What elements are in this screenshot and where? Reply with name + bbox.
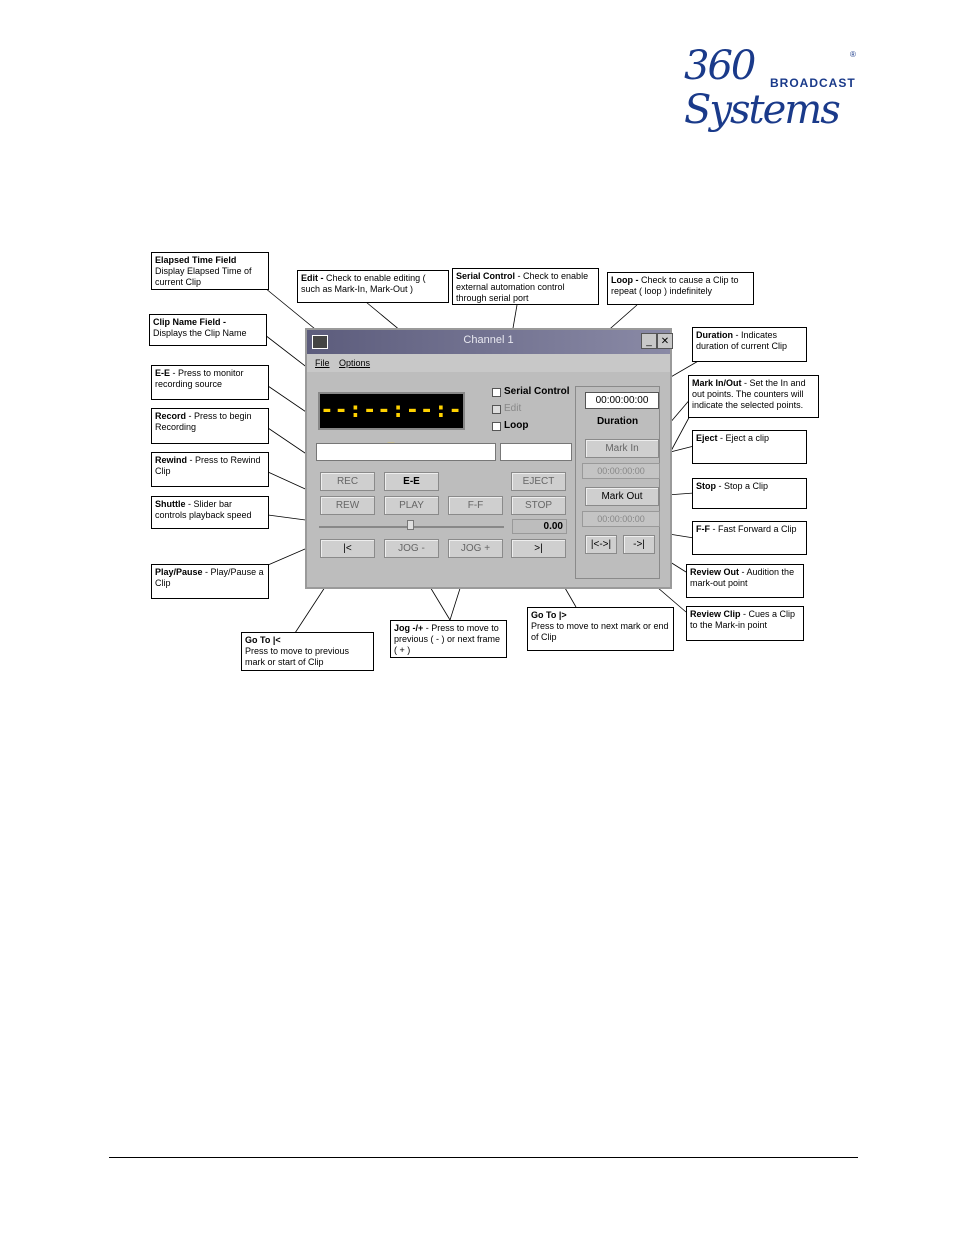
callout-text: - Stop a Clip bbox=[718, 481, 769, 491]
serial-control-checkbox[interactable] bbox=[492, 388, 501, 397]
callout-title: Elapsed Time Field bbox=[155, 255, 237, 265]
menu-bar bbox=[307, 354, 670, 372]
logo-registered-mark: ® bbox=[850, 50, 856, 59]
callout-goto-end bbox=[527, 607, 674, 651]
callout-text: - Press to begin Recording bbox=[155, 411, 252, 432]
callout-review-clip bbox=[686, 606, 804, 641]
loop-checkbox[interactable] bbox=[492, 422, 501, 431]
jog-minus-button[interactable]: JOG - bbox=[384, 539, 439, 558]
ee-button[interactable]: E-E bbox=[384, 472, 439, 491]
callout-title: Clip Name Field - bbox=[153, 317, 227, 327]
callout-title: Review Clip bbox=[690, 609, 741, 619]
callout-edit bbox=[297, 270, 449, 303]
footer-rule bbox=[109, 1157, 858, 1158]
callout-goto-start bbox=[241, 632, 374, 671]
edit-label: Edit bbox=[504, 403, 522, 414]
callout-text: - Slider bar controls playback speed bbox=[155, 499, 252, 520]
callout-text: - Fast Forward a Clip bbox=[712, 524, 797, 534]
close-button[interactable]: ✕ bbox=[657, 333, 673, 349]
goto-end-button[interactable]: >| bbox=[511, 539, 566, 558]
rew-button[interactable]: REW bbox=[320, 496, 375, 515]
callout-title: Mark In/Out bbox=[692, 378, 742, 388]
callout-jog bbox=[390, 620, 507, 658]
clip-id-field[interactable] bbox=[500, 443, 572, 461]
callout-eject bbox=[692, 430, 807, 464]
window-title: Channel 1 bbox=[463, 334, 514, 346]
callout-title: Review Out bbox=[690, 567, 740, 577]
ff-button[interactable]: F-F bbox=[448, 496, 503, 515]
callout-review-out bbox=[686, 564, 804, 598]
callout-rewind bbox=[151, 452, 269, 487]
callout-title: Go To |> bbox=[531, 610, 567, 620]
callout-title: Rewind bbox=[155, 455, 188, 465]
title-bar bbox=[307, 330, 670, 354]
callout-shuttle bbox=[151, 496, 269, 529]
callout-text: - Press to Rewind Clip bbox=[155, 455, 261, 476]
callout-elapsed-time bbox=[151, 252, 269, 290]
callout-title: Loop - bbox=[611, 275, 639, 285]
callout-text: Press to move to next mark or end of Clip bbox=[531, 621, 669, 642]
callout-text: - Set the In and out points. The counters will indicate the selected points. bbox=[692, 378, 806, 410]
callout-text: Displays the Clip Name bbox=[153, 328, 247, 338]
duration-label: Duration bbox=[596, 416, 639, 427]
stop-button[interactable]: STOP bbox=[511, 496, 566, 515]
callout-title: Go To |< bbox=[245, 635, 281, 645]
mark-out-button[interactable]: Mark Out bbox=[585, 487, 659, 506]
callout-play-pause bbox=[151, 564, 269, 599]
callout-title: Play/Pause bbox=[155, 567, 203, 577]
logo-script: 360 Systems bbox=[684, 43, 839, 133]
callout-title: Stop bbox=[696, 481, 716, 491]
callout-text: Check to enable editing ( such as Mark-In, Mark-Out ) bbox=[301, 273, 426, 294]
minimize-button[interactable]: _ bbox=[641, 333, 657, 349]
callout-title: F-F bbox=[696, 524, 710, 534]
callout-text: - Press to move to previous ( - ) or next frame ( + ) bbox=[394, 623, 501, 655]
callout-title: Jog -/+ bbox=[394, 623, 424, 633]
callout-text: Check to cause a Clip to repeat ( loop ) indefinitely bbox=[611, 275, 739, 296]
logo-subtitle: BROADCAST bbox=[770, 76, 856, 90]
callout-ee bbox=[151, 365, 269, 400]
callout-text: - Check to enable external automation control through serial port bbox=[456, 271, 589, 303]
callout-title: E-E bbox=[155, 368, 171, 378]
callout-text: - Eject a clip bbox=[720, 433, 770, 443]
menu-options[interactable]: Options bbox=[339, 358, 371, 368]
callout-text: - Press to monitor recording source bbox=[155, 368, 244, 389]
rec-button[interactable]: REC bbox=[320, 472, 375, 491]
play-button[interactable]: PLAY bbox=[384, 496, 439, 515]
callout-clip-name bbox=[149, 314, 267, 346]
callout-duration bbox=[692, 327, 807, 362]
callout-title: Edit - bbox=[301, 273, 324, 283]
callout-text: Display Elapsed Time of current Clip bbox=[155, 266, 252, 287]
review-out-button[interactable]: ->| bbox=[623, 535, 655, 554]
callout-text: - Cues a Clip to the Mark-in point bbox=[690, 609, 796, 630]
loop-label: Loop bbox=[504, 420, 529, 431]
eject-button[interactable]: EJECT bbox=[511, 472, 566, 491]
callout-title: Serial Control bbox=[456, 271, 516, 281]
clip-name-field[interactable] bbox=[316, 443, 496, 461]
callout-serial-control bbox=[452, 268, 599, 305]
callout-text: - Audition the mark-out point bbox=[690, 567, 795, 588]
callout-text: - Indicates duration of current Clip bbox=[696, 330, 788, 351]
jog-plus-button[interactable]: JOG + bbox=[448, 539, 503, 558]
duration-value: 00:00:00:00 bbox=[585, 392, 659, 409]
edit-checkbox[interactable] bbox=[492, 405, 501, 414]
mark-out-counter: 00:00:00:00 bbox=[582, 511, 660, 527]
callout-title: Record bbox=[155, 411, 187, 421]
mark-in-counter: 00:00:00:00 bbox=[582, 463, 660, 479]
shuttle-slider[interactable] bbox=[407, 520, 414, 530]
serial-control-label: Serial Control bbox=[504, 386, 570, 397]
callout-ff bbox=[692, 521, 807, 555]
elapsed-time-display: --:--:--:- bbox=[318, 392, 465, 430]
callout-mark-in-out bbox=[688, 375, 819, 418]
menu-file[interactable]: File bbox=[315, 358, 330, 368]
callout-title: Shuttle bbox=[155, 499, 186, 509]
callout-title: Duration bbox=[696, 330, 733, 340]
shuttle-speed: 0.00 bbox=[512, 519, 567, 534]
review-clip-button[interactable]: |<->| bbox=[585, 535, 617, 554]
goto-start-button[interactable]: |< bbox=[320, 539, 375, 558]
callout-loop bbox=[607, 272, 754, 305]
callout-title: Eject bbox=[696, 433, 718, 443]
channel-window bbox=[305, 328, 672, 589]
callout-record bbox=[151, 408, 269, 444]
callout-text: - Play/Pause a Clip bbox=[155, 567, 264, 588]
callout-stop bbox=[692, 478, 807, 509]
callout-text: Press to move to previous mark or start of Clip bbox=[245, 646, 350, 667]
mark-in-button[interactable]: Mark In bbox=[585, 439, 659, 458]
